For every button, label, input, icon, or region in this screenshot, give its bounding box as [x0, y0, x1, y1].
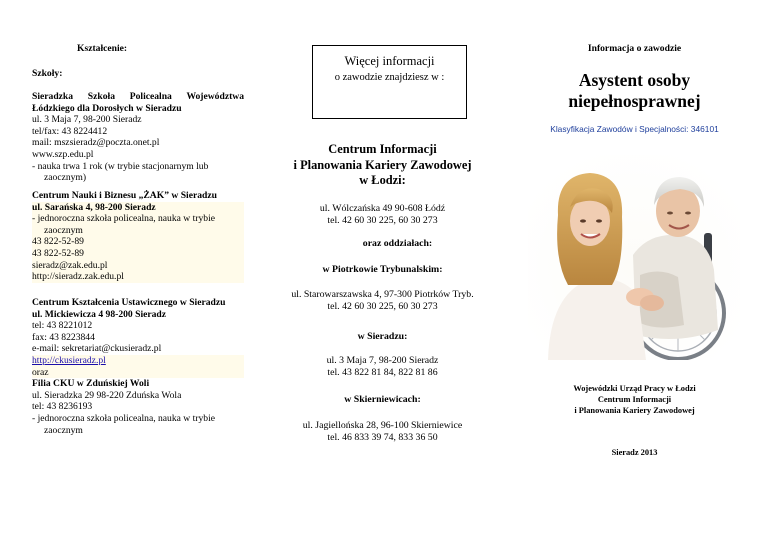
right-column: [522, 0, 747, 543]
middle-column: [270, 0, 495, 543]
publisher-line-1: Wojewódzki Urząd Pracy w Łodzi: [573, 384, 696, 393]
school-3-fax: fax: 43 8223844: [32, 331, 95, 343]
school-2-name: Centrum Nauki i Biznesu „ŻAK” w Sieradzu: [32, 190, 217, 201]
publisher-line-2: Centrum Informacji: [597, 395, 672, 404]
school-2-desc: - jednoroczna szkoła policealna, nauka w trybie: [32, 213, 244, 225]
left-column: [32, 0, 244, 543]
skierniewice-address: ul. Jagiellońska 28, 96-100 Skierniewice: [302, 420, 463, 431]
occupation-title: [522, 70, 747, 112]
sieradz-tel: tel. 43 822 81 84, 822 81 86: [327, 367, 438, 378]
occupation-title-line-1: Asystent osoby: [578, 70, 691, 90]
more-info-line-1: Więcej informacji: [344, 54, 435, 68]
school-block-2: [32, 190, 244, 283]
school-1-mode: - nauka trwa 1 rok (w trybie stacjonarnym lub: [32, 160, 209, 172]
school-3-link[interactable]: http://ckusieradz.pl: [32, 354, 106, 366]
sieradz-address: ul. 3 Maja 7, 98-200 Sieradz: [326, 355, 439, 366]
school-1-name: Sieradzka Szkoła Policealna Województwa Łódzkiego dla Dorosłych w Sieradzu: [32, 91, 244, 114]
center-heading-line-3: w Łodzi:: [359, 173, 406, 187]
education-heading: Kształcenie:: [77, 43, 128, 54]
more-info-line-2: o zawodzie znajdziesz w :: [334, 72, 445, 83]
occupation-title-line-2: niepełnosprawnej: [568, 91, 701, 111]
school-block-1: [32, 91, 244, 184]
occupation-info-label: Informacja o zawodzie: [587, 43, 682, 54]
caregiver-elderly-woman-photo: [528, 155, 740, 360]
piotrkow-tel: tel. 42 60 30 225, 60 30 273: [327, 301, 438, 312]
school-1-mail: mail: mszsieradz@poczta.onet.pl: [32, 137, 160, 149]
school-1-address: ul. 3 Maja 7, 98-200 Sieradz: [32, 114, 142, 126]
more-info-box: [312, 45, 467, 119]
lodz-tel: tel. 42 60 30 225, 60 30 273: [327, 215, 438, 226]
oraz-label: oraz: [32, 367, 244, 379]
school-2-address: ul. Sarańska 4, 98-200 Sieradz: [32, 202, 244, 214]
sieradz-label: w Sieradzu:: [357, 331, 408, 342]
branches-label: oraz oddziałach:: [362, 238, 433, 249]
branch-desc-cont: zaocznym: [44, 424, 83, 436]
skierniewice-tel: tel. 46 833 39 74, 833 36 50: [327, 432, 438, 443]
piotrkow-address: ul. Starowarszawska 4, 97-300 Piotrków Tryb.: [291, 289, 474, 300]
school-2-email: sieradz@zak.edu.pl: [32, 260, 244, 272]
school-2-desc-cont: zaocznym: [32, 225, 244, 237]
branch-name: Filia CKU w Zduńskiej Woli: [32, 378, 150, 390]
school-2-www: http://sieradz.zak.edu.pl: [32, 271, 244, 283]
school-1-www: www.szp.edu.pl: [32, 148, 94, 160]
school-3-email: e-mail: sekretariat@ckusieradz.pl: [32, 343, 162, 355]
school-2-phone-1: 43 822-52-89: [32, 236, 244, 248]
branch-desc: - jednoroczna szkoła policealna, nauka w trybie: [32, 412, 216, 424]
publisher: [522, 383, 747, 416]
schools-label: Szkoły:: [32, 68, 63, 79]
center-heading-line-1: Centrum Informacji: [328, 142, 437, 156]
piotrkow-label: w Piotrkowie Trybunalskim:: [322, 264, 443, 275]
branch-tel: tel: 43 8236193: [32, 401, 93, 413]
school-3-name: Centrum Kształcenia Ustawicznego w Sieradzu: [32, 297, 226, 308]
school-3-tel: tel: 43 8221012: [32, 320, 93, 332]
branch-address: ul. Sieradzka 29 98-220 Zduńska Wola: [32, 389, 182, 401]
school-1-phone: tel/fax: 43 8224412: [32, 125, 108, 137]
classification-code: Klasyfikacja Zawodów i Specjalności: 346101: [550, 124, 719, 134]
school-3-address: ul. Mickiewicza 4 98-200 Sieradz: [32, 308, 167, 320]
skierniewice-label: w Skierniewicach:: [344, 394, 421, 405]
center-heading: [270, 142, 495, 189]
center-heading-line-2: i Planowania Kariery Zawodowej: [293, 157, 472, 172]
school-block-3: [32, 297, 244, 436]
publisher-line-3: i Planowania Kariery Zawodowej: [574, 406, 695, 415]
lodz-address: ul. Wólczańska 49 90-608 Łódź: [319, 203, 446, 214]
place-year: Sieradz 2013: [611, 448, 658, 457]
school-2-phone-2: 43 822-52-89: [32, 248, 244, 260]
school-1-mode-cont: zaocznym): [44, 172, 87, 184]
